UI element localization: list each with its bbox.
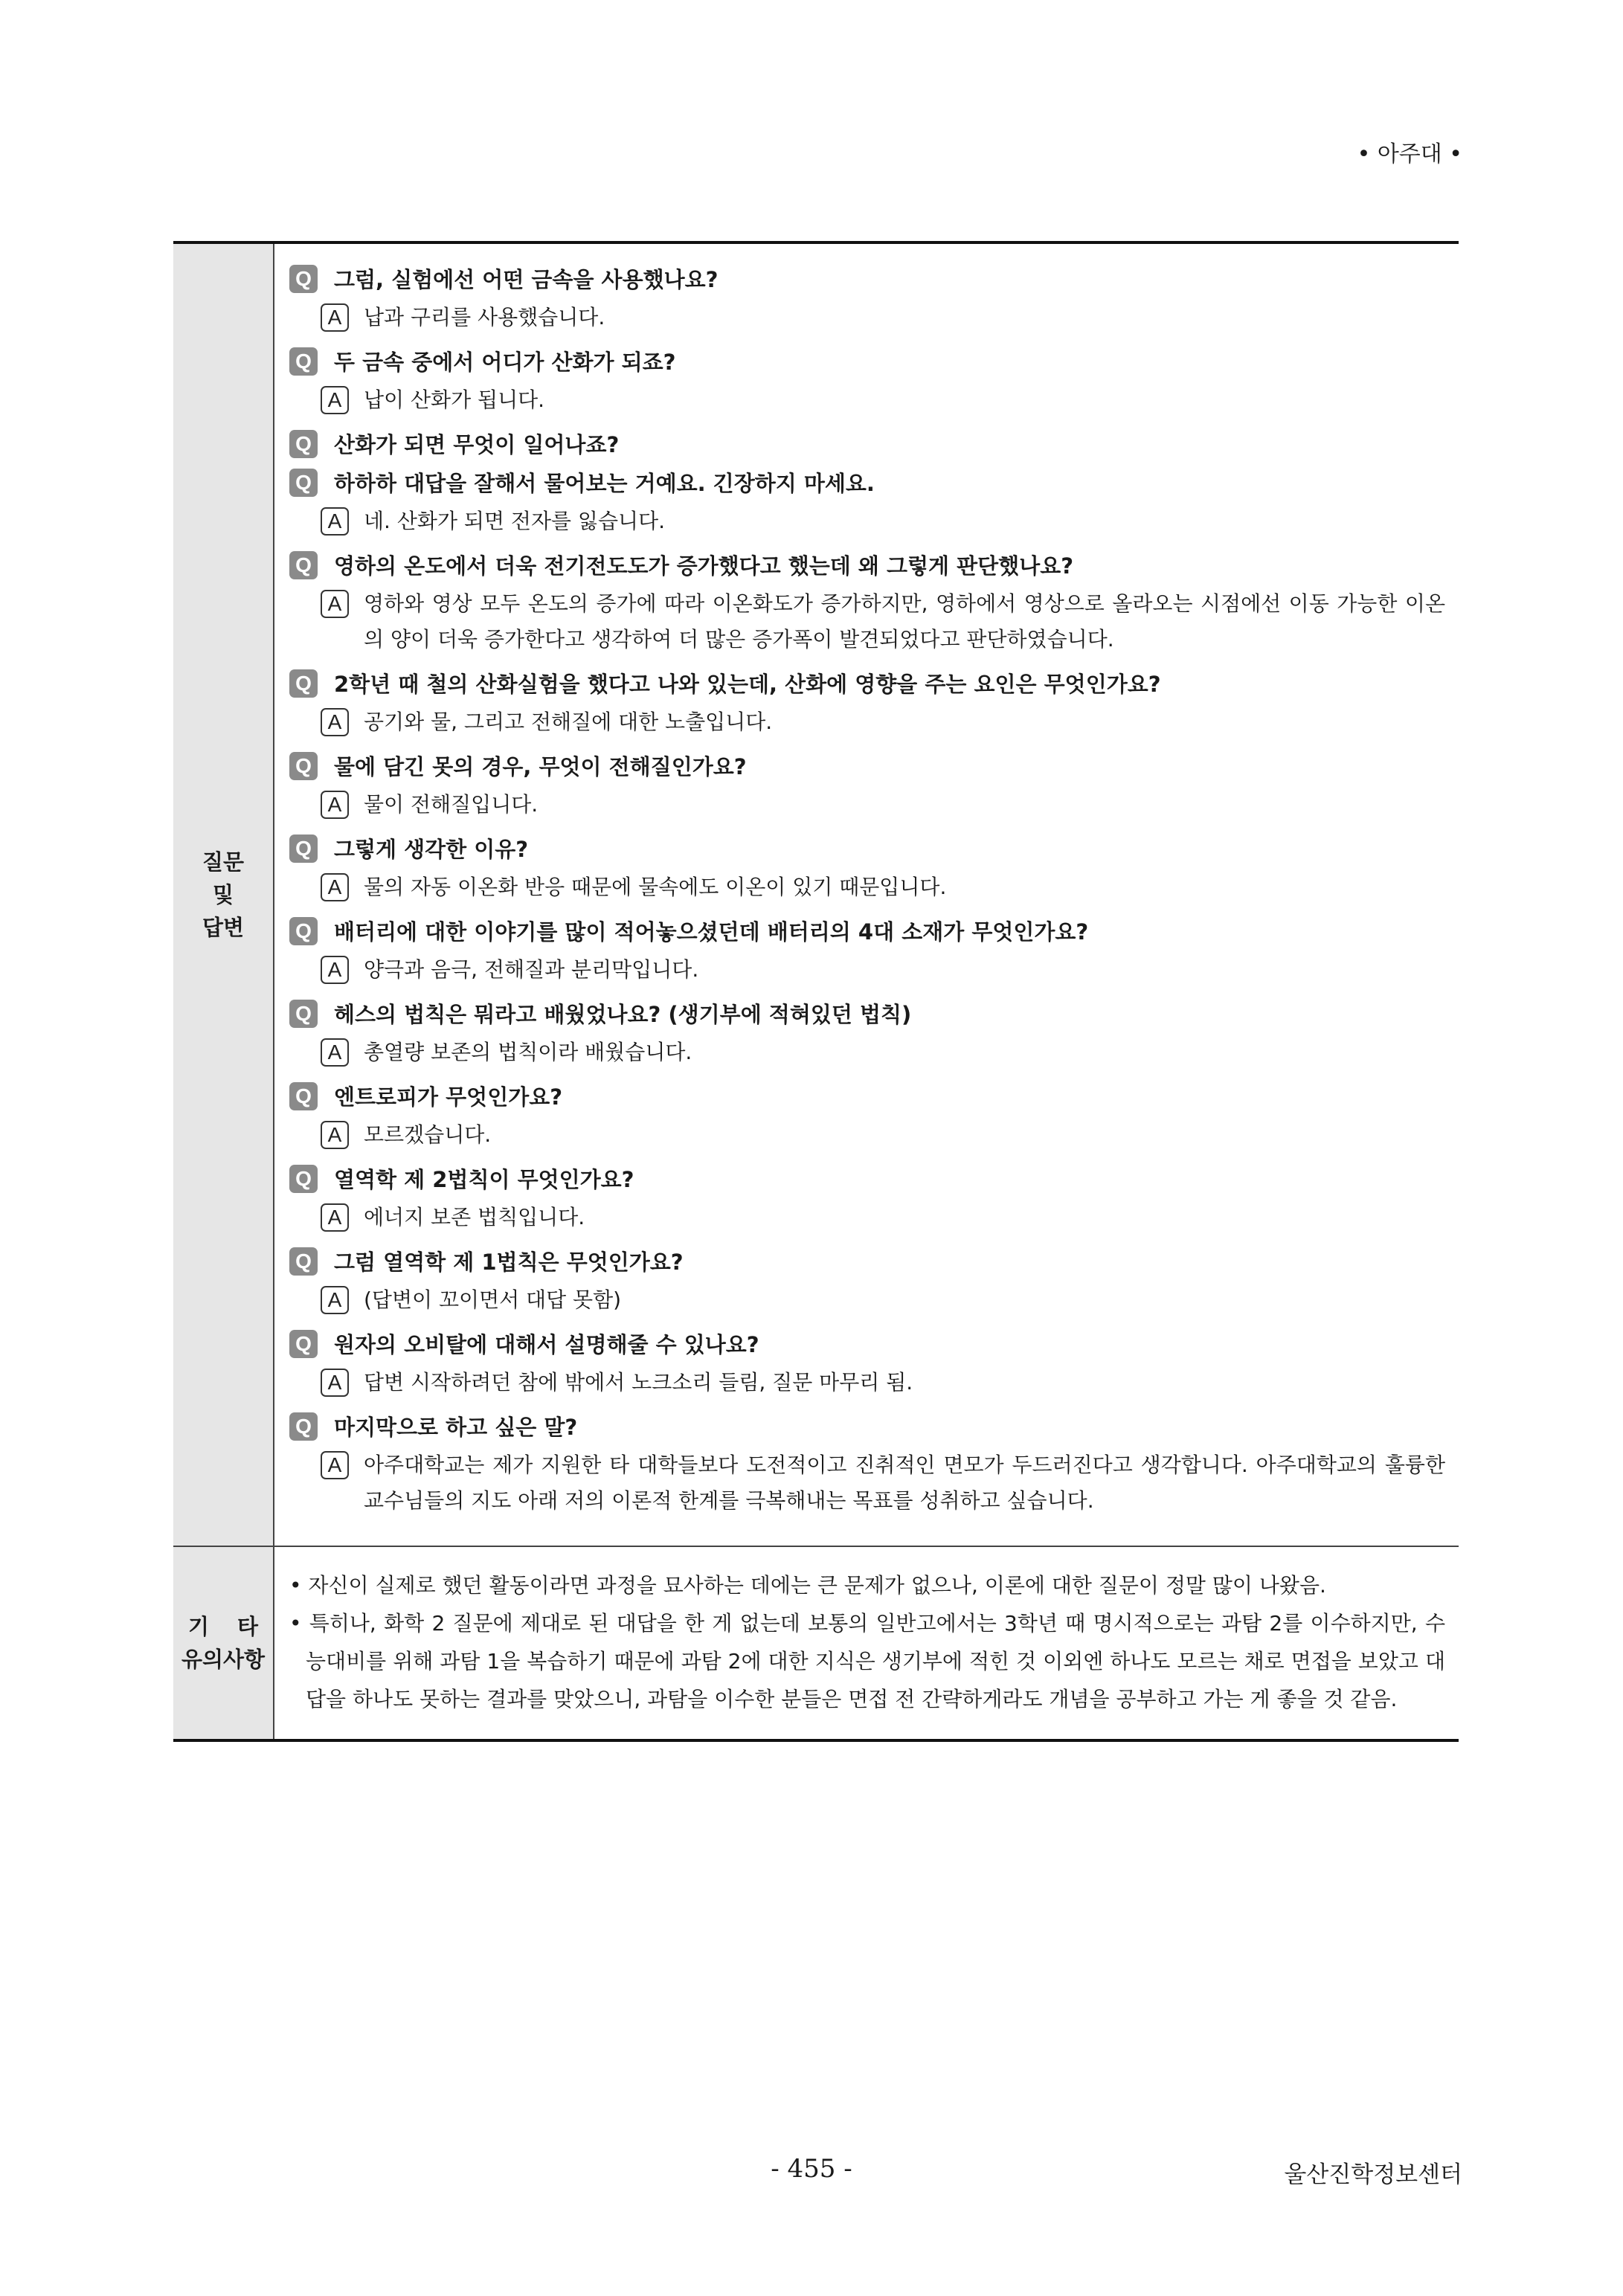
question-text: 영하의 온도에서 더욱 전기전도도가 증가했다고 했는데 왜 그렇게 판단했나요? bbox=[334, 553, 1074, 579]
answer-line bbox=[321, 1369, 1445, 1401]
page-number: - 455 - bbox=[771, 2154, 852, 2184]
question-badge-icon: Q bbox=[289, 1330, 318, 1358]
question-text: 헤스의 법칙은 뭐라고 배웠었나요? (생기부에 적혀있던 법칙) bbox=[334, 1002, 912, 1027]
answer-line bbox=[321, 1203, 1445, 1235]
notes-row bbox=[173, 1546, 1459, 1739]
note-item: • 자신이 실제로 했던 활동이라면 과정을 묘사하는 데에는 큰 문제가 없으나, 이론에 대한 질문이 정말 많이 나왔음. bbox=[289, 1566, 1445, 1604]
answer-line bbox=[321, 1121, 1445, 1153]
notes-label-line-2: 유의사항 bbox=[181, 1647, 266, 1672]
question-text: 2학년 때 철의 산화실험을 했다고 나와 있는데, 산화에 영향을 주는 요인은 무엇인가요? bbox=[334, 672, 1161, 697]
answer-text: 영하와 영상 모두 온도의 증가에 따라 이온화도가 증가하지만, 영하에서 영상으로 올라오는 시점에선 이동 가능한 이온의 양이 더욱 증가한다고 생각하여 더 많은 증가폭이 발견되었다고 판단하였습니다. bbox=[364, 591, 1445, 652]
answer-line bbox=[321, 303, 1445, 335]
qa-label-line-3: 답변 bbox=[202, 915, 245, 940]
answer-line bbox=[321, 590, 1445, 657]
question-badge-icon: Q bbox=[289, 265, 318, 293]
school-header-mark: • 아주대 • bbox=[1357, 141, 1462, 167]
question-badge-icon: Q bbox=[289, 1165, 318, 1193]
question-badge-icon: Q bbox=[289, 1247, 318, 1276]
answer-text: 답변 시작하려던 참에 밖에서 노크소리 들림, 질문 마무리 됨. bbox=[364, 1370, 913, 1395]
question-line bbox=[289, 1330, 1445, 1360]
answer-text: 에너지 보존 법칙입니다. bbox=[364, 1205, 585, 1229]
interview-table bbox=[173, 241, 1459, 1742]
answer-text: 아주대학교는 제가 지원한 타 대학들보다 도전적이고 진취적인 면모가 두드러진다고 생각합니다. 아주대학교의 훌륭한 교수님들의 지도 아래 저의 이론적 한계를 극복해내는 목표를 성취하고 싶습니다. bbox=[364, 1453, 1445, 1513]
answer-text: 네. 산화가 되면 전자를 잃습니다. bbox=[364, 509, 666, 533]
question-line bbox=[289, 752, 1445, 782]
question-line bbox=[289, 835, 1445, 864]
question-text: 열역학 제 2법칙이 무엇인가요? bbox=[334, 1167, 634, 1192]
notes-content bbox=[274, 1547, 1459, 1739]
question-badge-icon: Q bbox=[289, 669, 318, 698]
answer-badge-icon: A bbox=[321, 590, 349, 618]
question-text: 산화가 되면 무엇이 일어나죠? bbox=[334, 432, 620, 457]
answer-badge-icon: A bbox=[321, 507, 349, 536]
question-line bbox=[289, 669, 1445, 699]
question-line bbox=[289, 1247, 1445, 1277]
answer-line bbox=[321, 1038, 1445, 1070]
question-line bbox=[289, 347, 1445, 377]
answer-text: 양극과 음극, 전해질과 분리막입니다. bbox=[364, 957, 699, 982]
question-line bbox=[289, 469, 1445, 498]
answer-line bbox=[321, 1451, 1445, 1519]
answer-text: 모르겠습니다. bbox=[364, 1122, 492, 1147]
question-badge-icon: Q bbox=[289, 917, 318, 945]
question-text: 그럼 열역학 제 1법칙은 무엇인가요? bbox=[334, 1250, 684, 1275]
question-text: 배터리에 대한 이야기를 많이 적어놓으셨던데 배터리의 4대 소재가 무엇인가요? bbox=[334, 919, 1089, 945]
notes-label-line-1: 기타 bbox=[187, 1614, 287, 1639]
question-badge-icon: Q bbox=[289, 551, 318, 579]
answer-line bbox=[321, 873, 1445, 905]
qa-label-line-1: 질문 bbox=[202, 849, 245, 875]
question-badge-icon: Q bbox=[289, 835, 318, 863]
question-line bbox=[289, 1412, 1445, 1442]
answer-badge-icon: A bbox=[321, 873, 349, 901]
answer-text: 물의 자동 이온화 반응 때문에 물속에도 이온이 있기 때문입니다. bbox=[364, 875, 947, 899]
answer-line bbox=[321, 507, 1445, 539]
note-item: • 특히나, 화학 2 질문에 제대로 된 대답을 한 게 없는데 보통의 일반고에서는 3학년 때 명시적으로는 과탐 2를 이수하지만, 수능대비를 위해 과탐 1을 복습하기 때문에 과탐 2에 대한 지식은 생기부에 적힌 것 이외엔 하나도 모르는 채로 면접을 보았고 대답을 하나도 못하는 결과를 맞았으니, 과탐을 이수한 분들은 면접 전 간략하게라도 개념을 공부하고 가는 게 좋을 것 같음. bbox=[289, 1604, 1445, 1718]
question-text: 물에 담긴 못의 경우, 무엇이 전해질인가요? bbox=[334, 754, 747, 779]
answer-badge-icon: A bbox=[321, 1121, 349, 1149]
answer-badge-icon: A bbox=[321, 1038, 349, 1067]
question-badge-icon: Q bbox=[289, 1412, 318, 1441]
answer-badge-icon: A bbox=[321, 1203, 349, 1232]
question-text: 엔트로피가 무엇인가요? bbox=[334, 1084, 563, 1110]
notes-section-label bbox=[173, 1547, 287, 1739]
answer-text: 납이 산화가 됩니다. bbox=[364, 388, 545, 412]
question-badge-icon: Q bbox=[289, 1082, 318, 1110]
answer-badge-icon: A bbox=[321, 708, 349, 736]
question-line bbox=[289, 551, 1445, 581]
answer-badge-icon: A bbox=[321, 1286, 349, 1314]
answer-badge-icon: A bbox=[321, 303, 349, 332]
notes-list bbox=[289, 1566, 1445, 1718]
question-text: 원자의 오비탈에 대해서 설명해줄 수 있나요? bbox=[334, 1332, 759, 1357]
question-line bbox=[289, 430, 1445, 460]
question-badge-icon: Q bbox=[289, 752, 318, 780]
answer-line bbox=[321, 708, 1445, 740]
question-badge-icon: Q bbox=[289, 430, 318, 458]
footer-organization: 울산진학정보센터 bbox=[1284, 2161, 1462, 2188]
answer-text: 공기와 물, 그리고 전해질에 대한 노출입니다. bbox=[364, 710, 773, 734]
qa-section-label bbox=[173, 244, 274, 1546]
question-line bbox=[289, 265, 1445, 295]
answer-line bbox=[321, 956, 1445, 988]
question-badge-icon: Q bbox=[289, 469, 318, 497]
question-text: 마지막으로 하고 싶은 말? bbox=[334, 1415, 578, 1440]
question-line bbox=[289, 1000, 1445, 1029]
answer-badge-icon: A bbox=[321, 1369, 349, 1397]
answer-badge-icon: A bbox=[321, 1451, 349, 1479]
question-text: 그럼, 실험에선 어떤 금속을 사용했나요? bbox=[334, 267, 719, 292]
question-line bbox=[289, 917, 1445, 947]
answer-text: 물이 전해질입니다. bbox=[364, 792, 539, 817]
question-badge-icon: Q bbox=[289, 347, 318, 376]
answer-badge-icon: A bbox=[321, 956, 349, 984]
qa-row bbox=[173, 244, 1459, 1546]
answer-line bbox=[321, 791, 1445, 823]
answer-text: (답변이 꼬이면서 대답 못함) bbox=[364, 1287, 622, 1312]
qa-label-line-2: 및 bbox=[212, 882, 234, 907]
answer-text: 납과 구리를 사용했습니다. bbox=[364, 305, 605, 329]
question-text: 두 금속 중에서 어디가 산화가 되죠? bbox=[334, 350, 676, 375]
qa-list bbox=[274, 244, 1459, 1546]
answer-badge-icon: A bbox=[321, 386, 349, 414]
question-text: 그렇게 생각한 이유? bbox=[334, 837, 529, 862]
answer-badge-icon: A bbox=[321, 791, 349, 819]
question-line bbox=[289, 1082, 1445, 1112]
answer-line bbox=[321, 386, 1445, 418]
answer-text: 총열량 보존의 법칙이라 배웠습니다. bbox=[364, 1040, 692, 1064]
question-line bbox=[289, 1165, 1445, 1194]
question-badge-icon: Q bbox=[289, 1000, 318, 1028]
answer-line bbox=[321, 1286, 1445, 1318]
question-text: 하하하 대답을 잘해서 물어보는 거예요. 긴장하지 마세요. bbox=[334, 471, 875, 496]
